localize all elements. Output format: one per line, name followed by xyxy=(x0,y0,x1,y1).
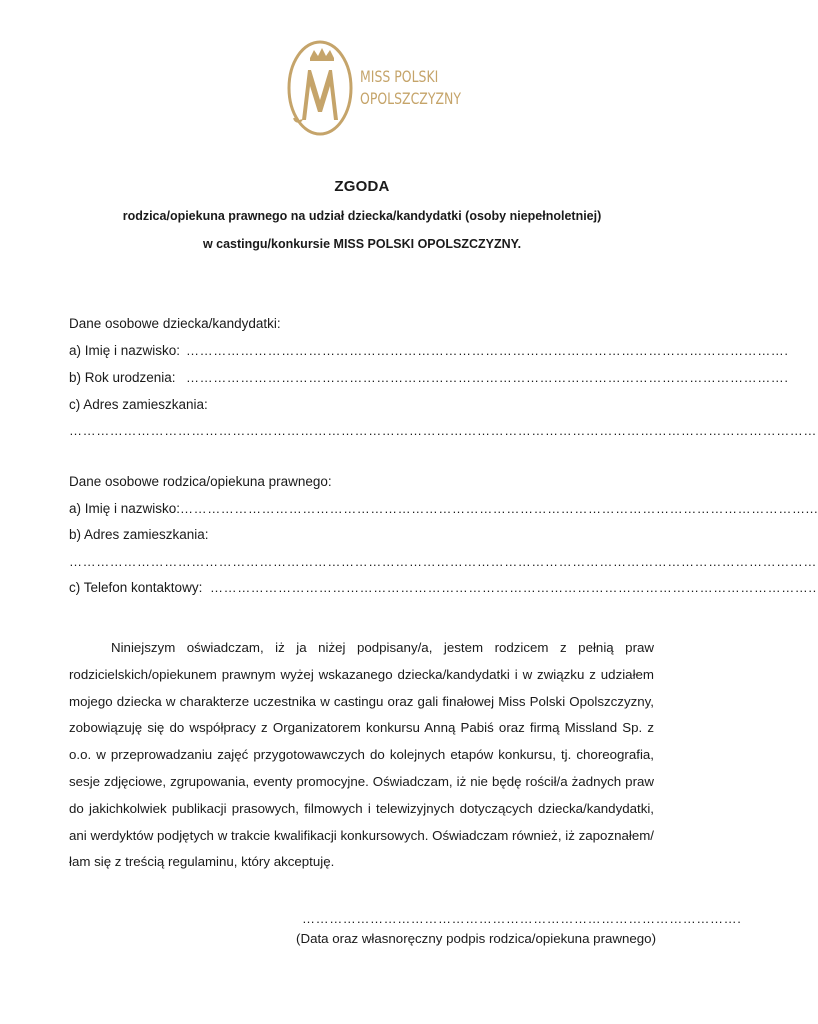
logo-line-1: MISS POLSKI xyxy=(360,67,439,86)
child-address-row xyxy=(69,396,654,414)
signature-field[interactable]: ……………………………………………………………………………………. xyxy=(302,911,742,926)
parent-name-field[interactable]: …………………………………………………………………………………………………………………………... xyxy=(180,501,818,516)
parent-phone-field[interactable]: …………………………………………………………………………………………………………………….. xyxy=(210,580,817,595)
declaration-paragraph: Niniejszym oświadczam, iż ja niżej podpisany/a, jestem rodzicem z pełnią praw rodzicielskich/opiekunem prawnym wyżej wskazanego dziecka/kandydatki i w związku z udziałem mojego dziecka w charakterze uczestnika w castingu oraz gali finałowej Miss Polski Opolszczyzny, zobowiązuję się do współpracy z Organizatorem konkursu Anną Pabiś oraz firmą Missland Sp. z o.o. w przeprowadzaniu zajęć przygotowawczych do kolejnych etapów konkursu, tj. choreografia, sesje zdjęciowe, zgrupowania, eventy promocyjne. Oświadczam, iż nie będę rościł/a żadnych praw do jakichkolwiek publikacji prasowych, filmowych i telewizyjnych dotyczących dziecka/kandydatki, ani werdyktów podjętych w trakcie kwalifikacji konkursowych. Oświadczam również, iż zapoznałem/łam się z treścią regulaminu, który akceptuję. xyxy=(69,640,654,870)
document-subtitle-line-1: rodzica/opiekuna prawnego na udział dziecka/kandydatki (osoby niepełnoletniej) xyxy=(122,209,602,223)
document-title: ZGODA xyxy=(334,178,390,195)
parent-phone-label: c) Telefon kontaktowy: xyxy=(69,580,203,595)
parent-address-field[interactable]: ………………………………………………………………………………………………………………………………………………… xyxy=(69,554,817,569)
child-name-label: a) Imię i nazwisko: xyxy=(69,343,181,358)
child-name-field[interactable]: ……………………………………………………………………………………………………………………. xyxy=(186,343,789,358)
logo-line-2: OPOLSZCZYZNY xyxy=(360,89,461,108)
parent-address-row xyxy=(69,526,654,544)
signature-caption: (Data oraz własnoręczny podpis rodzica/opiekuna prawnego) xyxy=(296,931,656,946)
document-subtitle-line-2: w castingu/konkursie MISS POLSKI OPOLSZCZYZNY. xyxy=(202,237,522,251)
child-birth-year-field[interactable]: ……………………………………………………………………………………………………………………. xyxy=(186,370,789,385)
logo xyxy=(284,38,461,138)
parent-name-label: a) Imię i nazwisko: xyxy=(69,501,181,516)
child-birth-year-label: b) Rok urodzenia: xyxy=(69,370,176,385)
parent-address-label: b) Adres zamieszkania: xyxy=(69,527,209,542)
child-address-field[interactable]: ………………………………………………………………………………………………………………………………………………… xyxy=(69,423,817,438)
child-address-label: c) Adres zamieszkania: xyxy=(69,397,208,412)
crown-m-emblem-icon xyxy=(284,38,360,138)
child-section-heading: Dane osobowe dziecka/kandydatki: xyxy=(69,316,281,331)
parent-section-heading: Dane osobowe rodzica/opiekuna prawnego: xyxy=(69,474,332,489)
